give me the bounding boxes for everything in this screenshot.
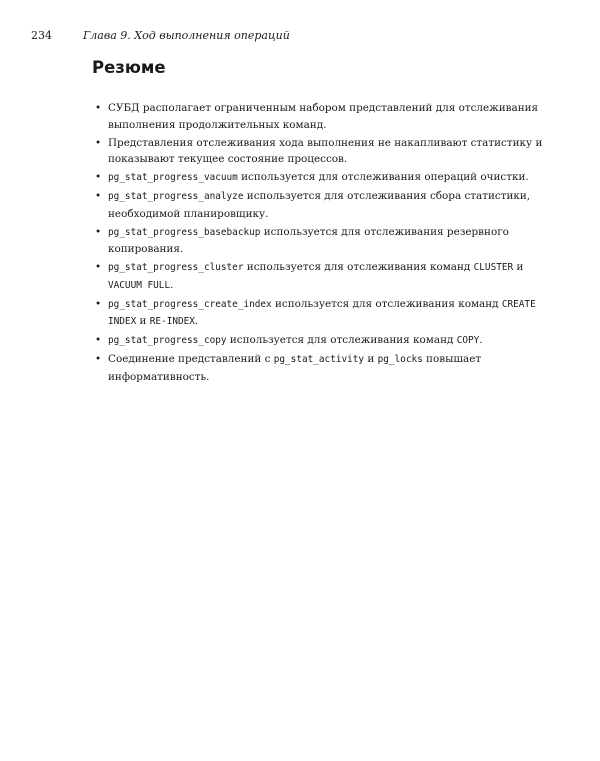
inline-code: pg_stat_progress_copy — [108, 335, 227, 346]
inline-code: CLUSTER — [473, 262, 514, 273]
inline-code: RE-INDEX — [149, 316, 195, 327]
inline-code: pg_stat_progress_cluster — [108, 262, 244, 273]
bullet-text: . — [170, 278, 174, 291]
chapter-title: Глава 9. Ход выполнения операций — [83, 29, 290, 42]
summary-bullet — [92, 188, 550, 222]
bullet-text: используется для отслеживания команд — [243, 261, 474, 273]
inline-code: pg_stat_progress_analyze — [108, 191, 244, 202]
summary-bullet — [92, 259, 550, 294]
summary-bullet — [92, 296, 550, 331]
bullet-text: используется для отслеживания сбора статистики, необходимой планировщику. — [108, 190, 531, 220]
bullet-text: и — [513, 261, 524, 273]
inline-code: VACUUM FULL — [108, 279, 171, 291]
running-header — [31, 29, 290, 42]
inline-code: pg_stat_progress_vacuum — [108, 172, 238, 183]
summary-bullet — [92, 135, 550, 168]
bullet-text: . — [479, 334, 483, 346]
summary-list — [92, 100, 550, 387]
section-title: Резюме — [92, 58, 166, 77]
bullet-text: . — [194, 315, 199, 327]
inline-code: pg_stat_activity — [273, 354, 365, 365]
bullet-text: используется для отслеживания резервного копирования. — [108, 225, 509, 255]
summary-bullet — [92, 224, 550, 258]
summary-bullet — [92, 169, 550, 187]
bullet-text: и — [136, 315, 150, 327]
inline-code: CREATE INDEX — [108, 298, 536, 327]
bullet-text: используется для отслеживания команд — [226, 334, 457, 346]
inline-code: COPY — [456, 335, 480, 346]
inline-code: pg_locks — [377, 354, 423, 365]
page-number: 234 — [31, 29, 52, 42]
inline-code: pg_stat_progress_basebackup — [108, 226, 261, 238]
summary-bullet — [92, 351, 550, 385]
bullet-text: Соединение представлений с — [108, 353, 274, 365]
bullet-text: и — [364, 353, 378, 365]
bullet-text: используется для отслеживания операций очистки. — [237, 171, 529, 183]
inline-code: pg_stat_progress_create_index — [108, 298, 272, 310]
bullet-text: используется для отслеживания команд — [271, 297, 502, 310]
bullet-text: СУБД располагает ограниченным набором представлений для отслеживания выполнения продолжительных команд. — [108, 102, 539, 131]
bullet-text: Представления отслеживания хода выполнения не накапливают статистику и показывают текущее состояние процессов. — [108, 136, 543, 165]
summary-bullet — [92, 332, 550, 350]
summary-bullet — [92, 100, 550, 133]
bullet-text: повышает информативность. — [108, 353, 482, 383]
